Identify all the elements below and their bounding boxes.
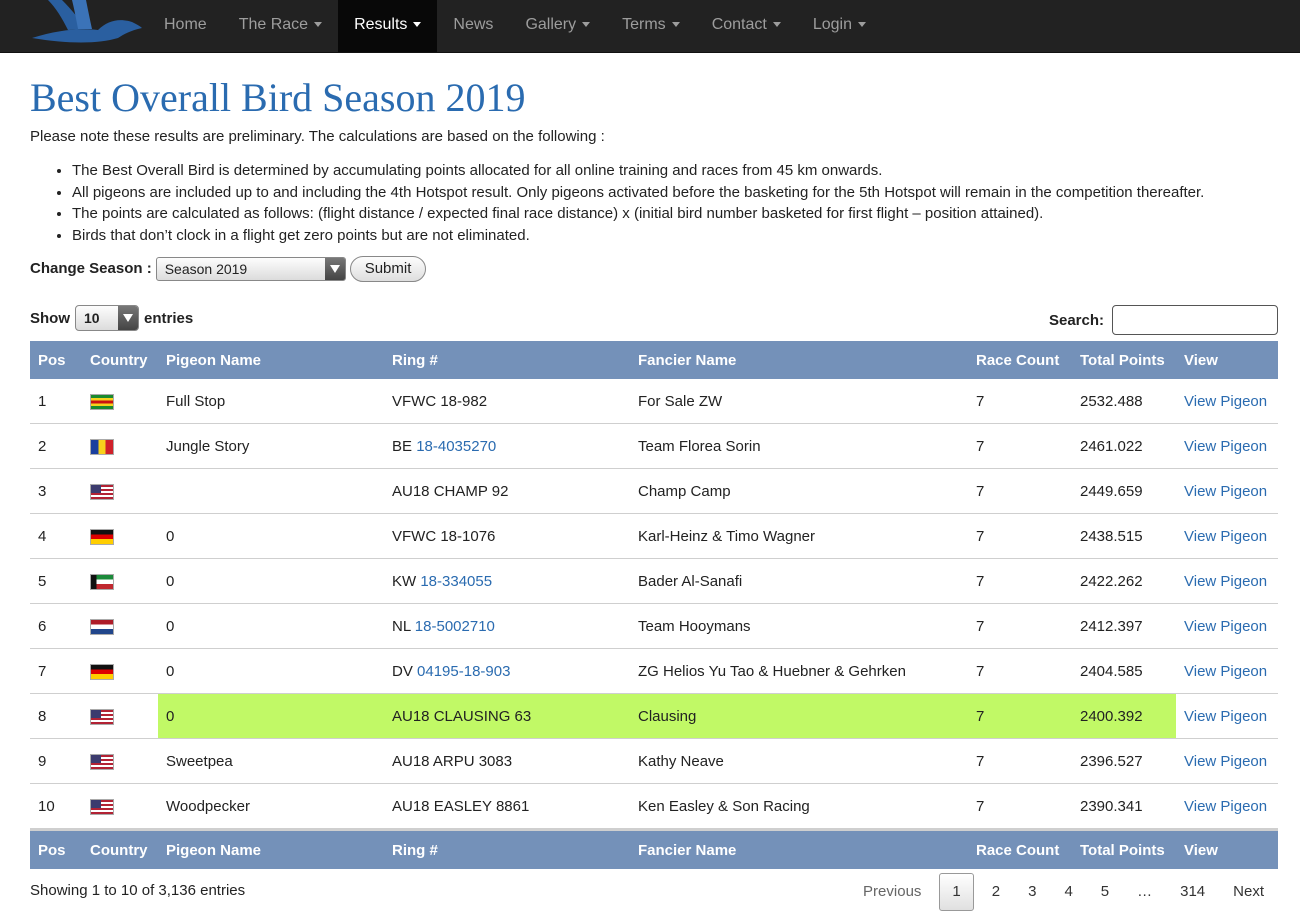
view-pigeon-link[interactable]: View Pigeon xyxy=(1184,662,1268,680)
pigeon-name-cell: 0 xyxy=(158,649,384,694)
nav-item-contact[interactable] xyxy=(696,0,797,52)
search-input[interactable] xyxy=(1112,305,1278,335)
country-cell xyxy=(82,514,158,559)
fancier-cell: Bader Al-Sanafi xyxy=(630,559,968,604)
column-header[interactable]: Country xyxy=(82,830,158,870)
fancier-cell: Ken Easley & Son Racing xyxy=(630,784,968,830)
flag-de-icon xyxy=(90,529,114,545)
table-row xyxy=(30,604,1278,649)
column-header[interactable]: Country xyxy=(82,341,158,379)
pos-cell: 7 xyxy=(30,649,82,694)
view-pigeon-link[interactable]: View Pigeon xyxy=(1184,482,1268,500)
total-points-cell: 2449.659 xyxy=(1072,469,1176,514)
pagination-ellipsis: … xyxy=(1137,883,1153,900)
country-cell xyxy=(82,604,158,649)
nav-item-news[interactable] xyxy=(437,0,509,52)
table-row xyxy=(30,649,1278,694)
total-points-cell: 2404.585 xyxy=(1072,649,1176,694)
pos-cell: 3 xyxy=(30,469,82,514)
nav-item-label: Contact xyxy=(711,16,767,33)
nav-item-results[interactable] xyxy=(338,0,437,52)
country-cell xyxy=(82,559,158,604)
pos-cell: 6 xyxy=(30,604,82,649)
nav-item-label: News xyxy=(453,16,494,33)
view-pigeon-link[interactable]: View Pigeon xyxy=(1184,752,1268,770)
pigeon-name-cell: Full Stop xyxy=(166,392,226,410)
view-cell xyxy=(1176,424,1278,469)
table-row xyxy=(30,424,1278,469)
table-info: Showing 1 to 10 of 3,136 entries xyxy=(30,882,246,899)
page-button[interactable]: 3 xyxy=(1028,883,1037,900)
fancier-cell: Kathy Neave xyxy=(630,739,968,784)
view-cell xyxy=(1176,514,1278,559)
ring-cell xyxy=(384,379,630,424)
flag-nl-icon xyxy=(90,619,114,635)
ring-prefix: VFWC 18-982 xyxy=(392,392,488,410)
total-points-cell: 2390.341 xyxy=(1072,784,1176,830)
race-count-cell: 7 xyxy=(968,514,1072,559)
ring-cell xyxy=(384,739,630,784)
fancier-cell: ZG Helios Yu Tao & Huebner & Gehrken xyxy=(630,649,968,694)
ring-prefix: NL xyxy=(392,617,415,635)
view-cell xyxy=(1176,649,1278,694)
nav-item-label: The Race xyxy=(238,16,309,33)
pos-cell: 1 xyxy=(38,392,47,410)
column-header[interactable]: View xyxy=(1176,341,1278,379)
column-header[interactable]: Pos xyxy=(30,341,82,379)
nav-item-login[interactable] xyxy=(797,0,882,52)
total-points-cell: 2461.022 xyxy=(1072,424,1176,469)
pigeon-name-cell: Sweetpea xyxy=(158,739,384,784)
rule-item: • Birds that don’t clock in a flight get zero points but are not eliminated. xyxy=(72,225,1204,247)
column-header[interactable]: Race Count xyxy=(968,341,1072,379)
column-header[interactable]: Ring # xyxy=(384,341,630,379)
nav-item-the-race[interactable] xyxy=(223,0,338,52)
ring-cell xyxy=(384,649,630,694)
table-body xyxy=(30,379,1278,830)
total-points-cell: 2532.488 xyxy=(1080,392,1143,410)
dove-logo-icon[interactable] xyxy=(28,0,146,50)
chevron-down-icon xyxy=(118,306,138,330)
caret-down-icon xyxy=(413,22,421,27)
rule-item: • The points are calculated as follows: (flight distance / expected final race distance) x (initial bird number basketed for first flight – position attained). xyxy=(72,203,1204,225)
pagination xyxy=(849,873,1278,911)
table-row xyxy=(30,469,1278,514)
fancier-cell: Team Florea Sorin xyxy=(630,424,968,469)
ring-prefix: BE xyxy=(392,437,417,455)
pigeon-name-cell xyxy=(158,469,384,514)
flag-us-icon xyxy=(90,754,114,770)
column-header[interactable]: Fancier Name xyxy=(630,830,968,870)
ring-prefix: AU18 CHAMP 92 xyxy=(392,482,509,500)
pos-cell: 4 xyxy=(30,514,82,559)
country-cell xyxy=(82,469,158,514)
pigeon-name-cell: 0 xyxy=(158,604,384,649)
navbar xyxy=(0,0,1300,53)
ring-cell xyxy=(384,514,630,559)
entries-select[interactable] xyxy=(75,305,139,331)
nav-item-gallery[interactable] xyxy=(509,0,606,52)
ring-cell xyxy=(384,469,630,514)
view-pigeon-link[interactable]: View Pigeon xyxy=(1184,437,1268,455)
nav-item-label: Gallery xyxy=(525,16,577,33)
ring-cell xyxy=(384,694,630,739)
view-cell xyxy=(1176,559,1278,604)
race-count-cell: 7 xyxy=(968,694,1072,739)
rules-list xyxy=(30,160,1204,246)
total-points-cell: 2438.515 xyxy=(1072,514,1176,559)
ring-link[interactable]: 18-4035270 xyxy=(416,437,497,455)
caret-down-icon xyxy=(582,22,590,27)
table-row xyxy=(30,694,1278,739)
country-cell xyxy=(82,649,158,694)
page-button[interactable]: 4 xyxy=(1064,883,1073,900)
view-cell xyxy=(1176,784,1278,830)
pigeon-name-cell: Jungle Story xyxy=(158,424,384,469)
ring-prefix: AU18 EASLEY 8861 xyxy=(392,797,530,815)
total-points-cell: 2412.397 xyxy=(1072,604,1176,649)
ring-cell xyxy=(384,604,630,649)
view-cell xyxy=(1176,604,1278,649)
fancier-cell: For Sale ZW xyxy=(638,392,723,410)
pos-cell: 5 xyxy=(30,559,82,604)
ring-prefix: DV xyxy=(392,662,418,680)
pos-cell: 9 xyxy=(30,739,82,784)
column-header[interactable]: Total Points xyxy=(1072,341,1176,379)
ring-cell xyxy=(384,559,630,604)
race-count-cell: 7 xyxy=(976,392,985,410)
next-button[interactable]: Next xyxy=(1233,883,1264,900)
column-header[interactable]: Fancier Name xyxy=(630,341,968,379)
race-count-cell: 7 xyxy=(968,739,1072,784)
table-header xyxy=(30,341,1278,379)
chevron-down-icon xyxy=(325,258,345,280)
column-header[interactable]: Race Count xyxy=(968,830,1072,870)
column-header[interactable]: Ring # xyxy=(384,830,630,870)
page-button[interactable]: 5 xyxy=(1100,883,1110,900)
flag-ro-icon xyxy=(90,439,114,455)
flag-kw-icon xyxy=(90,574,114,590)
entries-label: entries xyxy=(144,309,194,327)
view-pigeon-link[interactable]: View Pigeon xyxy=(1184,707,1268,725)
pigeon-name-cell: Woodpecker xyxy=(158,784,384,830)
page-button[interactable]: 314 xyxy=(1180,883,1206,900)
country-cell xyxy=(82,739,158,784)
flag-zw-icon xyxy=(90,394,114,410)
submit-button[interactable]: Submit xyxy=(350,256,427,282)
season-select-value: Season 2019 xyxy=(164,260,248,277)
nav-item-label: Login xyxy=(812,16,852,33)
ring-prefix: AU18 ARPU 3083 xyxy=(392,752,513,770)
entries-select-value: 10 xyxy=(84,310,100,326)
race-count-cell: 7 xyxy=(968,784,1072,830)
race-count-cell: 7 xyxy=(968,604,1072,649)
caret-down-icon xyxy=(314,22,322,27)
pigeon-name-cell: 0 xyxy=(158,514,384,559)
nav-item-home[interactable] xyxy=(148,0,223,52)
column-header[interactable]: Total Points xyxy=(1072,830,1176,870)
table-row xyxy=(30,784,1278,830)
pos-cell: 8 xyxy=(30,694,82,739)
show-label: Show xyxy=(30,309,70,327)
view-cell xyxy=(1176,469,1278,514)
nav-item-label: Results xyxy=(354,16,408,33)
column-header[interactable]: Pigeon Name xyxy=(158,830,384,870)
table-footer xyxy=(30,830,1278,870)
view-cell xyxy=(1176,739,1278,784)
previous-button[interactable]: Previous xyxy=(863,883,922,900)
caret-down-icon xyxy=(672,22,680,27)
ring-prefix: KW xyxy=(392,572,421,590)
rule-item: • The Best Overall Bird is determined by accumulating points allocated for all online training and races from 45 km onwards. xyxy=(72,160,1204,182)
view-pigeon-link[interactable]: View Pigeon xyxy=(1184,572,1268,590)
search-box xyxy=(1049,305,1278,335)
ring-cell xyxy=(384,784,630,830)
total-points-cell: 2400.392 xyxy=(1072,694,1176,739)
ring-prefix: VFWC 18-1076 xyxy=(392,527,496,545)
view-cell xyxy=(1176,694,1278,739)
nav-item-terms[interactable] xyxy=(606,0,696,52)
table-row xyxy=(30,739,1278,784)
main-nav xyxy=(148,0,882,52)
nav-item-label: Home xyxy=(164,16,207,33)
flag-us-icon xyxy=(90,484,114,500)
ring-link[interactable]: 18-334055 xyxy=(420,572,493,590)
pos-cell: 2 xyxy=(30,424,82,469)
view-pigeon-link[interactable]: View Pigeon xyxy=(1184,527,1268,545)
total-points-cell: 2422.262 xyxy=(1072,559,1176,604)
country-cell xyxy=(82,784,158,830)
season-select[interactable] xyxy=(156,257,346,281)
column-header[interactable]: View xyxy=(1176,830,1278,870)
results-table xyxy=(30,341,1278,869)
nav-item-label: Terms xyxy=(622,16,666,33)
view-pigeon-link[interactable]: View Pigeon xyxy=(1184,392,1268,410)
fancier-cell: Team Hooymans xyxy=(630,604,968,649)
view-pigeon-link[interactable]: View Pigeon xyxy=(1184,617,1268,635)
ring-prefix: AU18 CLAUSING 63 xyxy=(392,707,532,725)
table-row xyxy=(30,559,1278,604)
race-count-cell: 7 xyxy=(968,469,1072,514)
country-cell xyxy=(82,424,158,469)
season-form xyxy=(30,255,426,282)
rule-item: • All pigeons are included up to and including the 4th Hotspot result. Only pigeons activated before the basketing for the 5th Hotspot will remain in the competition thereafter. xyxy=(72,182,1204,204)
page-button[interactable]: 1 xyxy=(939,873,973,911)
flag-us-icon xyxy=(90,799,114,815)
column-header[interactable]: Pos xyxy=(30,830,82,870)
table-row xyxy=(30,379,1278,424)
season-label: Change Season : xyxy=(30,260,152,277)
show-entries xyxy=(30,305,193,331)
pigeon-name-cell: 0 xyxy=(158,559,384,604)
fancier-cell: Karl-Heinz & Timo Wagner xyxy=(630,514,968,559)
ring-cell xyxy=(384,424,630,469)
intro-text: Please note these results are preliminary. The calculations are based on the following : xyxy=(30,128,605,145)
country-cell xyxy=(82,694,158,739)
column-header[interactable]: Pigeon Name xyxy=(158,341,384,379)
flag-de-icon xyxy=(90,664,114,680)
page-title: Best Overall Bird Season 2019 xyxy=(30,75,526,120)
total-points-cell: 2396.527 xyxy=(1072,739,1176,784)
ring-link[interactable]: 04195-18-903 xyxy=(417,662,511,680)
caret-down-icon xyxy=(858,22,866,27)
flag-us-icon xyxy=(90,709,114,725)
view-pigeon-link[interactable]: View Pigeon xyxy=(1184,797,1268,815)
race-count-cell: 7 xyxy=(968,559,1072,604)
ring-link[interactable]: 18-5002710 xyxy=(414,617,495,635)
search-label: Search: xyxy=(1048,311,1104,329)
fancier-cell: Champ Camp xyxy=(630,469,968,514)
race-count-cell: 7 xyxy=(968,424,1072,469)
pigeon-name-cell: 0 xyxy=(158,694,384,739)
page-button[interactable]: 2 xyxy=(991,883,1001,900)
race-count-cell: 7 xyxy=(968,649,1072,694)
caret-down-icon xyxy=(773,22,781,27)
fancier-cell: Clausing xyxy=(630,694,968,739)
country-cell xyxy=(82,379,158,424)
view-cell xyxy=(1176,379,1278,424)
pos-cell: 10 xyxy=(30,784,82,830)
table-row xyxy=(30,514,1278,559)
